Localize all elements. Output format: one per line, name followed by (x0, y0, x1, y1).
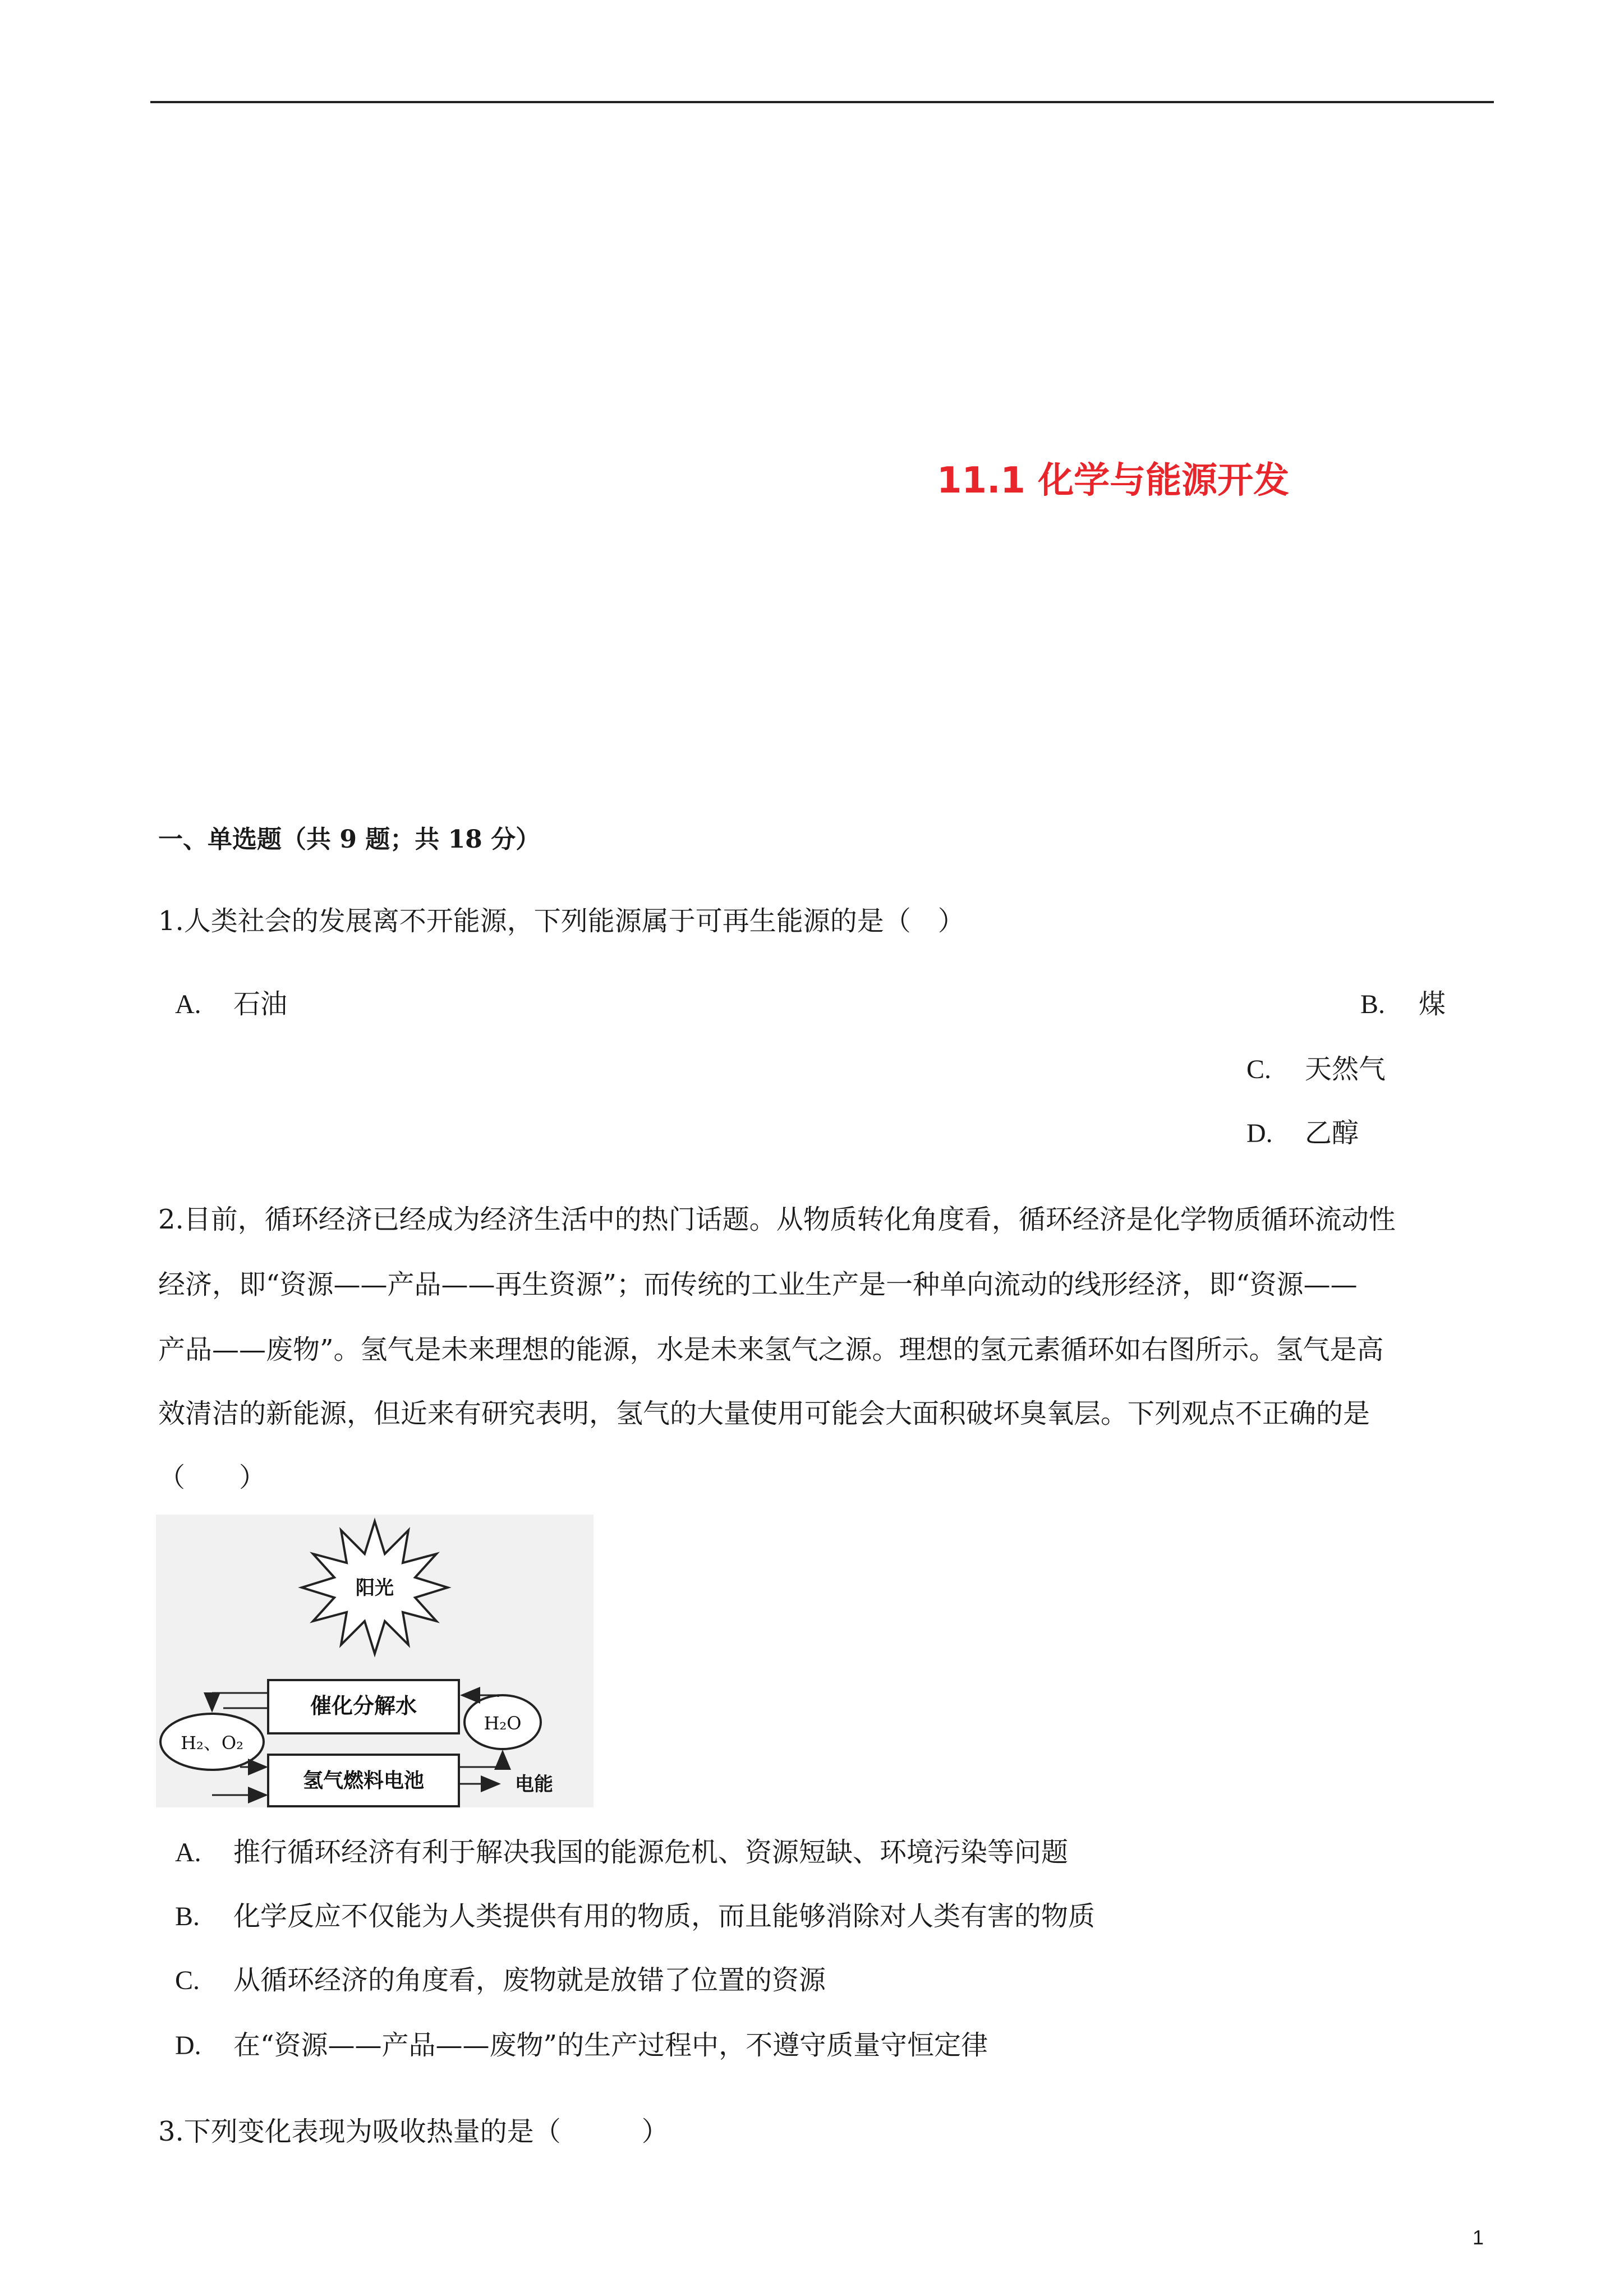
question-2-option-c[interactable] (175, 1964, 826, 1996)
fuel-cell-label: 氢气燃料电池 (302, 1769, 425, 1792)
page-number: 1 (1472, 2226, 1484, 2249)
question-3-stem: 3.下列变化表现为吸收热量的是（ ） (158, 2116, 669, 2147)
question-2-option-a[interactable] (175, 1839, 1068, 1866)
question-2-line: 经济，即“资源——产品——再生资源”；而传统的工业生产是一种单向流动的线形经济，即“资源—— (158, 1269, 1358, 1300)
question-1-option-a[interactable] (175, 988, 288, 1020)
option-letter: B. (175, 1902, 200, 1931)
question-2-option-b[interactable] (175, 1903, 1095, 1930)
sun-label: 阳光 (356, 1577, 394, 1599)
electricity-label: 电能 (515, 1773, 553, 1796)
option-letter: D. (175, 2031, 201, 2060)
option-text: 推行循环经济有利于解决我国的能源危机、资源短缺、环境污染等问题 (233, 1837, 1069, 1868)
header-rule (150, 101, 1494, 103)
option-letter: A. (175, 990, 201, 1019)
option-text: 石油 (233, 988, 288, 1020)
option-letter: D. (1246, 1119, 1273, 1148)
question-2-line: 效清洁的新能源，但近来有研究表明，氢气的大量使用可能会大面积破坏臭氧层。下列观点不正确的是 (158, 1398, 1370, 1429)
water-label: H₂O (484, 1713, 522, 1734)
option-letter: C. (1246, 1055, 1272, 1084)
question-2-line: （ ） (158, 1462, 266, 1493)
hydrogen-cycle-diagram (156, 1515, 594, 1807)
page-title: 11.1 化学与能源开发 (937, 460, 1290, 501)
question-1-option-b[interactable] (1360, 988, 1446, 1020)
question-2-line: 2.目前，循环经济已经成为经济生活中的热门话题。从物质转化角度看，循环经济是化学物质循环流动性 (158, 1204, 1396, 1235)
question-2-option-d[interactable] (175, 2032, 988, 2059)
option-text: 煤 (1419, 988, 1446, 1020)
option-letter: C. (175, 1966, 200, 1995)
option-text: 从循环经济的角度看，废物就是放错了位置的资源 (233, 1964, 826, 1996)
option-text: 在“资源——产品——废物”的生产过程中，不遵守质量守恒定律 (233, 2030, 988, 2061)
option-text: 化学反应不仅能为人类提供有用的物质，而且能够消除对人类有害的物质 (233, 1901, 1096, 1932)
question-1-option-d[interactable] (1246, 1117, 1359, 1149)
question-1-stem: 1.人类社会的发展离不开能源，下列能源属于可再生能源的是（ ） (158, 905, 965, 937)
option-text: 天然气 (1305, 1053, 1386, 1085)
h2-o2-label: H₂、O₂ (181, 1732, 243, 1754)
catalytic-label: 催化分解水 (310, 1694, 417, 1718)
option-letter: A. (175, 1838, 201, 1867)
option-text: 乙醇 (1305, 1117, 1359, 1149)
option-letter: B. (1360, 990, 1386, 1019)
question-1-option-c[interactable] (1246, 1053, 1386, 1085)
question-2-line: 产品——废物”。氢气是未来理想的能源，水是未来氢气之源。理想的氢元素循环如右图所示。氢气是高 (158, 1334, 1384, 1365)
section-header: 一、单选题（共 9 题；共 18 分） (158, 825, 541, 854)
